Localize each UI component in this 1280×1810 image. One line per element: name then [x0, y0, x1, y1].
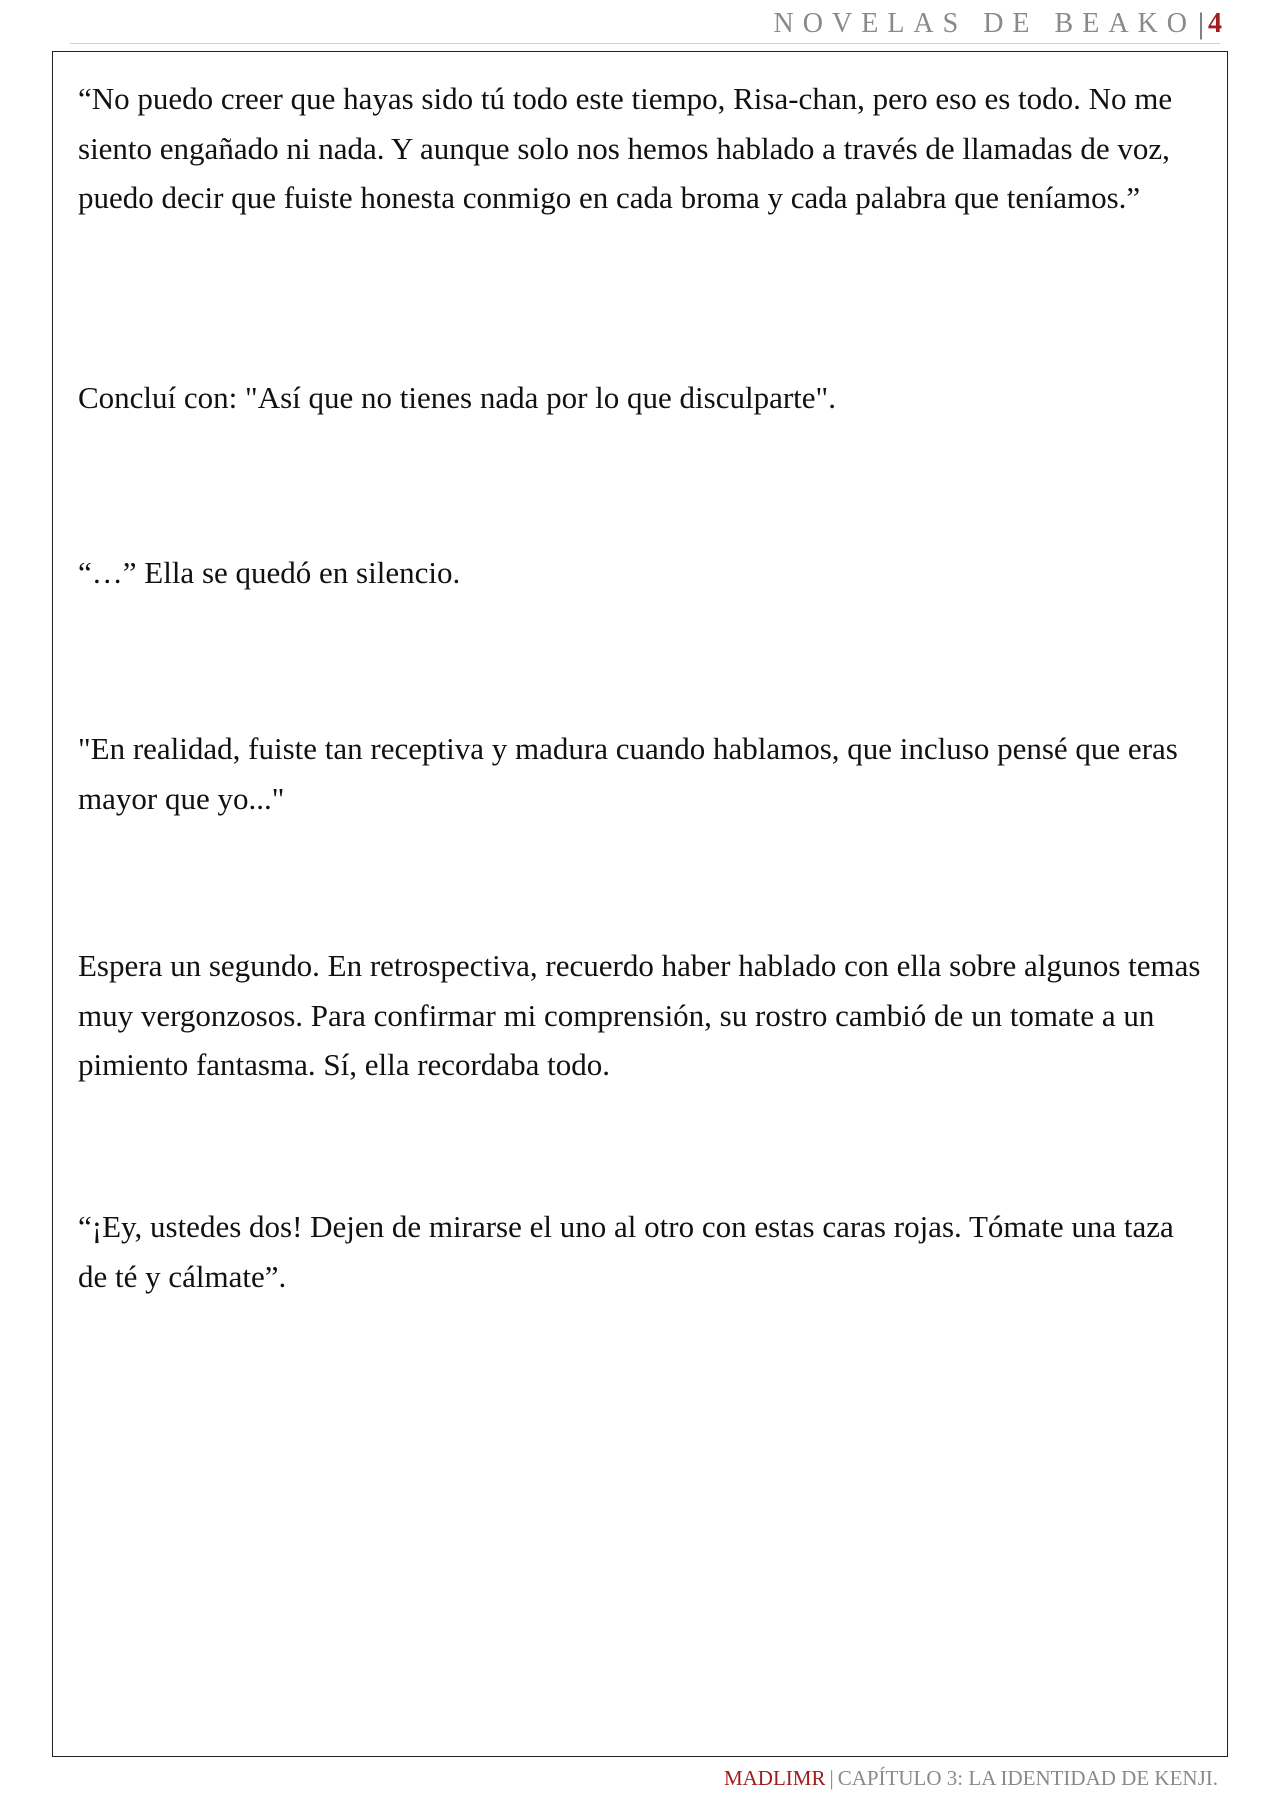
page-body	[53, 52, 1227, 1756]
text-frame	[52, 51, 1228, 1757]
header-title: NOVELAS DE BEAKO	[773, 8, 1196, 39]
paragraph-5: Espera un segundo. En retrospectiva, recuerdo haber hablado con ella sobre algunos temas muy vergonzosos. Para confirmar mi comprensión, su rostro cambió de un tomate a un pimiento fantasma. Sí, ella recordaba todo.	[78, 948, 1201, 1082]
page-number: 4	[1208, 8, 1222, 39]
header-divider	[70, 43, 1220, 44]
page-footer	[724, 1766, 1218, 1791]
footer-author: MADLIMR	[723, 1766, 826, 1790]
paragraph-4: "En realidad, fuiste tan receptiva y madura cuando hablamos, que incluso pensé que eras mayor que yo..."	[78, 731, 1178, 816]
footer-separator: |	[829, 1766, 834, 1790]
footer-chapter: CAPÍTULO 3: LA IDENTIDAD DE KENJI.	[837, 1766, 1218, 1790]
paragraph-1: “No puedo creer que hayas sido tú todo este tiempo, Risa-chan, pero eso es todo. No me siento engañado ni nada. Y aunque solo nos hemos hablado a través de llamadas de voz, puedo decir que fuiste honesta conmigo en cada broma y cada palabra que teníamos.”	[78, 81, 1173, 215]
paragraph-2: Concluí con: "Así que no tienes nada por lo que disculparte".	[78, 380, 836, 415]
header-separator: |	[1197, 7, 1204, 40]
paragraph-6: “¡Ey, ustedes dos! Dejen de mirarse el uno al otro con estas caras rojas. Tómate una taza de té y cálmate”.	[78, 1209, 1174, 1294]
page-header	[774, 6, 1222, 42]
paragraph-3: “…” Ella se quedó en silencio.	[78, 555, 461, 590]
